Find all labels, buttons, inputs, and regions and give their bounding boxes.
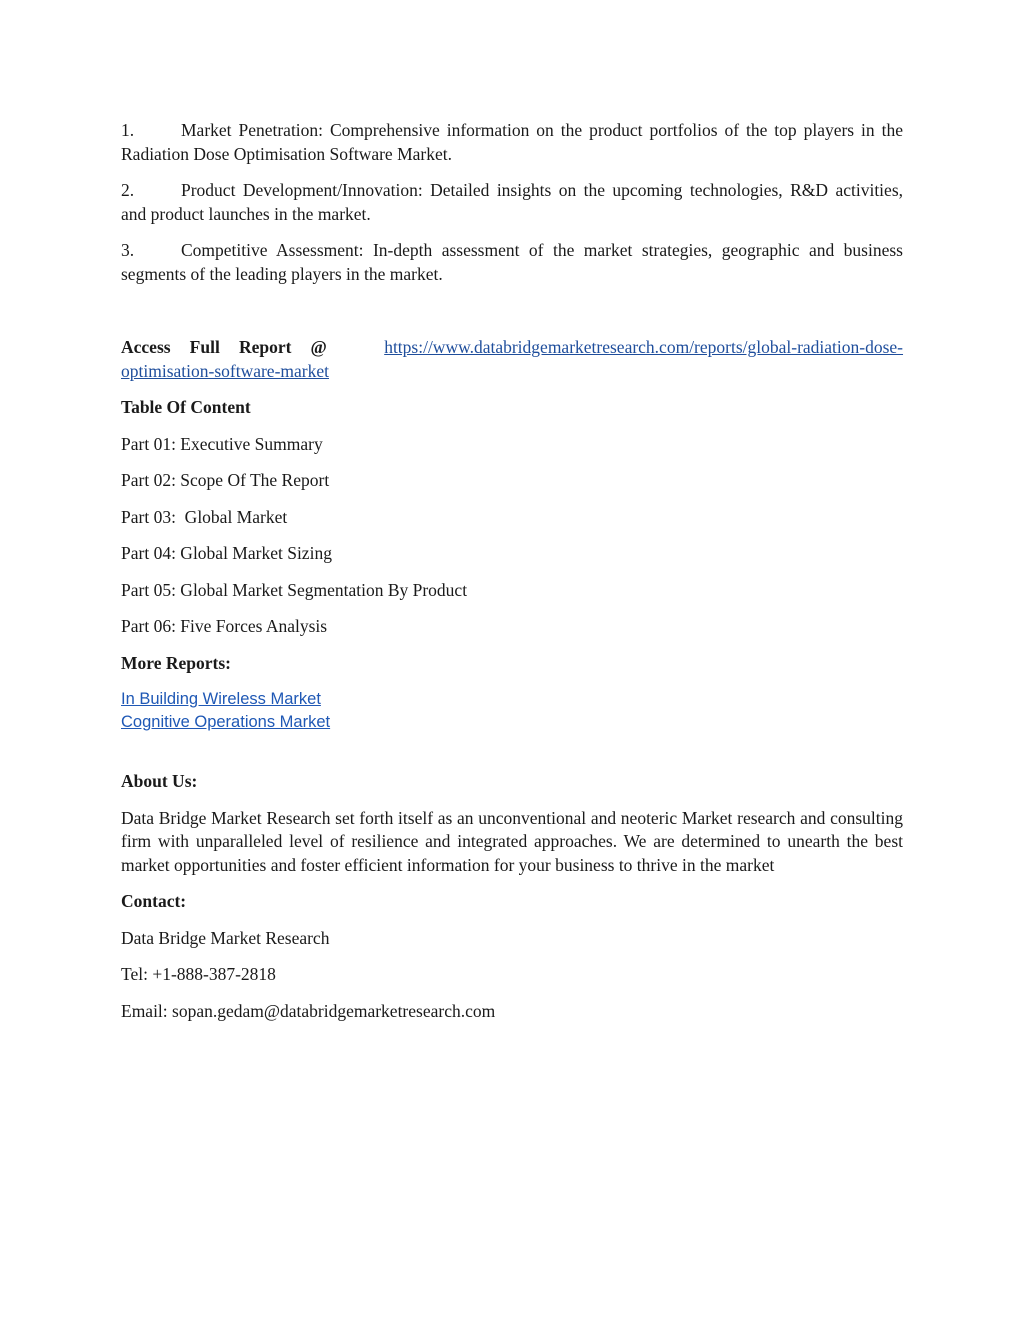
contact-heading: Contact:	[121, 891, 187, 911]
numbered-item-2	[121, 179, 903, 226]
numbered-item-1	[121, 119, 903, 166]
contact-email: Email: sopan.gedam@databridgemarketresearch.com	[121, 1000, 496, 1021]
spacer	[121, 747, 903, 770]
about-text: Data Bridge Market Research set forth itself as an unconventional and neoteric Market research and consulting firm with unparalleled level of resilience and integrated approaches. We are determined to unearth the best market opportunities and foster efficient information for your business to thrive in the market	[121, 807, 903, 875]
toc-part-06: Part 06: Five Forces Analysis	[121, 616, 328, 636]
spacer	[121, 299, 903, 336]
numbered-item-3	[121, 239, 903, 286]
access-full-report	[121, 336, 903, 383]
more-report-link-2[interactable]: Cognitive Operations Market	[121, 713, 331, 731]
about-heading: About Us:	[121, 771, 198, 791]
toc-heading: Table Of Content	[121, 397, 251, 417]
toc-part-02: Part 02: Scope Of The Report	[121, 470, 330, 490]
item-number: 3.	[121, 240, 135, 260]
document-body	[121, 119, 903, 1036]
item-number: 2.	[121, 180, 135, 200]
item-text: Competitive Assessment: In-depth assessment of the market strategies, geographic and business segments of the leading players in the market.	[121, 240, 903, 284]
item-text: Product Development/Innovation: Detailed insights on the upcoming technologies, R&D activities, and product launches in the market.	[121, 180, 903, 224]
more-reports-heading: More Reports:	[121, 652, 231, 673]
more-report-link-1[interactable]: In Building Wireless Market	[121, 690, 321, 708]
toc-part-05: Part 05: Global Market Segmentation By Product	[121, 579, 468, 600]
report-url-link[interactable]: https://www.databridgemarketresearch.com/reports/global-radiation-dose-optimisation-software-market	[121, 337, 904, 381]
access-label: Access Full Report @	[121, 337, 327, 357]
numbered-list	[121, 119, 903, 286]
item-number: 1.	[121, 120, 135, 140]
toc-part-01: Part 01: Executive Summary	[121, 433, 323, 454]
toc-part-04: Part 04: Global Market Sizing	[121, 543, 332, 563]
more-reports-list	[121, 688, 903, 734]
toc-part-03: Part 03: Global Market	[121, 506, 288, 527]
contact-tel: Tel: +1-888-387-2818	[121, 964, 276, 984]
item-text: Market Penetration: Comprehensive information on the product portfolios of the top players in the Radiation Dose Optimisation Software Market.	[121, 120, 903, 164]
contact-company: Data Bridge Market Research	[121, 927, 330, 948]
